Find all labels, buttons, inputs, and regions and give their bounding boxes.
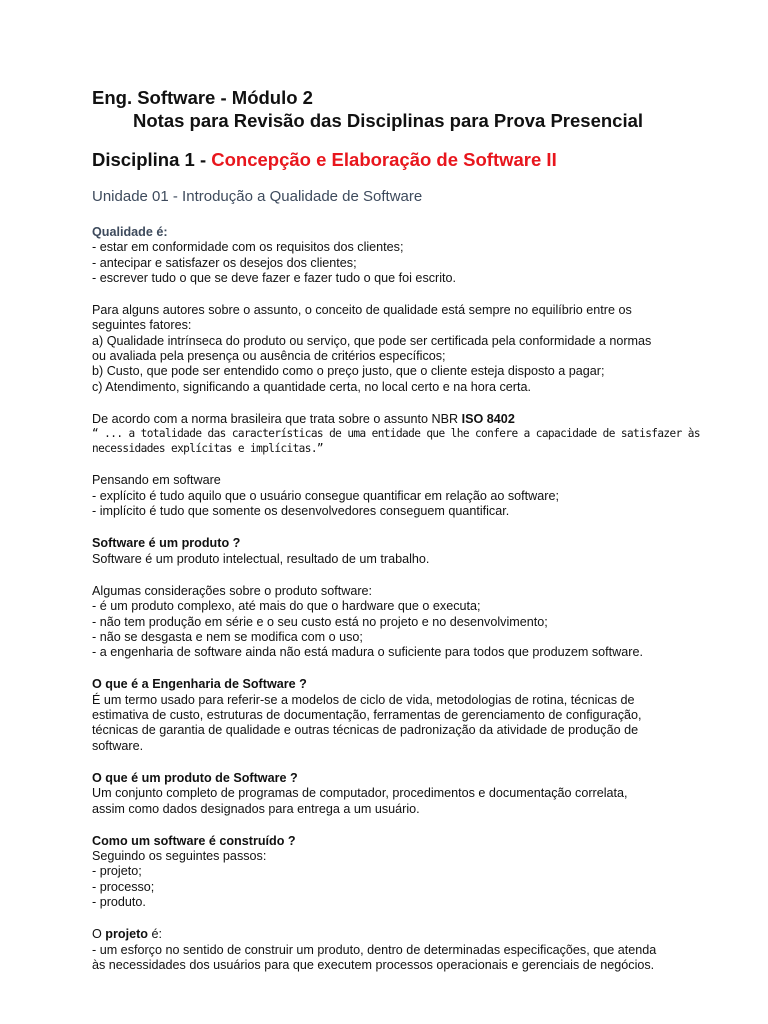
- paragraph-line: técnicas de garantia de qualidade e outras técnicas de padronização da atividade de produção de: [92, 723, 639, 738]
- list-item: - não tem produção em série e o seu custo está no projeto e no desenvolvimento;: [92, 614, 548, 629]
- section-label: Qualidade é:: [92, 225, 168, 239]
- paragraph-line: Seguindo os seguintes passos:: [92, 849, 267, 864]
- document-title: Eng. Software - Módulo 2: [92, 87, 313, 108]
- projeto-term: projeto: [105, 927, 148, 942]
- paragraph-line: c) Atendimento, significando a quantidade certa, no local certo e na hora certa.: [92, 379, 531, 394]
- list-item: - produto.: [92, 894, 146, 909]
- list-item: - escrever tudo o que se deve fazer e fazer tudo o que foi escrito.: [92, 270, 457, 285]
- unit-heading: Unidade 01 - Introdução a Qualidade de Software: [92, 188, 423, 205]
- discipline-prefix: Disciplina 1 -: [92, 149, 212, 170]
- section-construido: [92, 834, 676, 910]
- paragraph-line: a) Qualidade intrínseca do produto ou serviço, que pode ser certificada pela conformidade a normas: [92, 333, 652, 348]
- paragraph-line: Para alguns autores sobre o assunto, o conceito de qualidade está sempre no equilíbrio entre os: [92, 303, 632, 318]
- section-label: O que é um produto de Software ?: [92, 770, 298, 785]
- paragraph-line: b) Custo, que pode ser entendido como o preço justo, que o cliente esteja disposto a pagar;: [92, 364, 605, 379]
- section-produto-software: [92, 771, 676, 817]
- section-pensando: [92, 473, 676, 519]
- paragraph-line: software.: [92, 738, 144, 753]
- paragraph-line: estimativa de custo, estruturas de documentação, ferramentas de gerenciamento de configuração,: [92, 708, 642, 723]
- quote-line: necessidades explícitas e implícitas.”: [92, 441, 324, 455]
- norma-text: De acordo com a norma brasileira que trata sobre o assunto NBR: [92, 411, 462, 426]
- paragraph-line: assim como dados designados para entrega a um usuário.: [92, 801, 420, 816]
- paragraph-line: Software é um produto intelectual, resultado de um trabalho.: [92, 551, 430, 566]
- list-item: - a engenharia de software ainda não está madura o suficiente para todos que produzem software.: [92, 645, 643, 660]
- list-item: - processo;: [92, 879, 155, 894]
- document-subtitle: Notas para Revisão das Disciplinas para Prova Presencial: [133, 110, 644, 131]
- discipline-heading: [92, 148, 676, 171]
- paragraph-line: Algumas considerações sobre o produto software:: [92, 583, 373, 598]
- section-autores: [92, 303, 676, 395]
- paragraph-line: É um termo usado para referir-se a modelos de ciclo de vida, metodologias de rotina, técnicas de: [92, 692, 635, 707]
- list-item: - é um produto complexo, até mais do que o hardware que o executa;: [92, 599, 481, 614]
- section-engenharia: [92, 677, 676, 753]
- list-item: - um esforço no sentido de construir um produto, dentro de determinadas especificações, que atenda: [92, 942, 657, 957]
- section-consideracoes: [92, 584, 676, 660]
- list-item: - projeto;: [92, 864, 142, 879]
- list-item: - implícito é tudo que somente os desenvolvedores conseguem quantificar.: [92, 504, 510, 519]
- section-label: [92, 927, 676, 942]
- section-label: Software é um produto ?: [92, 536, 241, 551]
- paragraph-line: Pensando em software: [92, 473, 221, 488]
- norma-code: ISO 8402: [461, 411, 515, 426]
- list-item: - não se desgasta e nem se modifica com o uso;: [92, 629, 363, 644]
- paragraph-line: Um conjunto completo de programas de computador, procedimentos e documentação correlata,: [92, 786, 628, 801]
- paragraph-line: [92, 412, 676, 427]
- section-projeto: [92, 927, 676, 973]
- section-label: Como um software é construído ?: [92, 833, 296, 848]
- paragraph-line: ou avaliada pela presença ou ausência de critérios específicos;: [92, 349, 446, 364]
- paragraph-line: às necessidades dos usuários para que executem processos operacionais e gerenciais de negócios.: [92, 957, 655, 972]
- discipline-name: Concepção e Elaboração de Software II: [211, 149, 557, 170]
- section-label: O que é a Engenharia de Software ?: [92, 677, 307, 692]
- list-item: - explícito é tudo aquilo que o usuário consegue quantificar em relação ao software;: [92, 488, 559, 503]
- quote-line: “ ... a totalidade das características de uma entidade que lhe confere a capacidade de satisfazer às: [92, 427, 700, 441]
- list-item: - antecipar e satisfazer os desejos dos clientes;: [92, 255, 357, 270]
- list-item: - estar em conformidade com os requisitos dos clientes;: [92, 240, 404, 255]
- section-norma: [92, 411, 700, 456]
- projeto-post: é:: [147, 927, 162, 942]
- paragraph-line: seguintes fatores:: [92, 318, 192, 333]
- projeto-pre: O: [92, 927, 106, 942]
- section-qualidade: [92, 225, 676, 286]
- section-produto: [92, 536, 676, 567]
